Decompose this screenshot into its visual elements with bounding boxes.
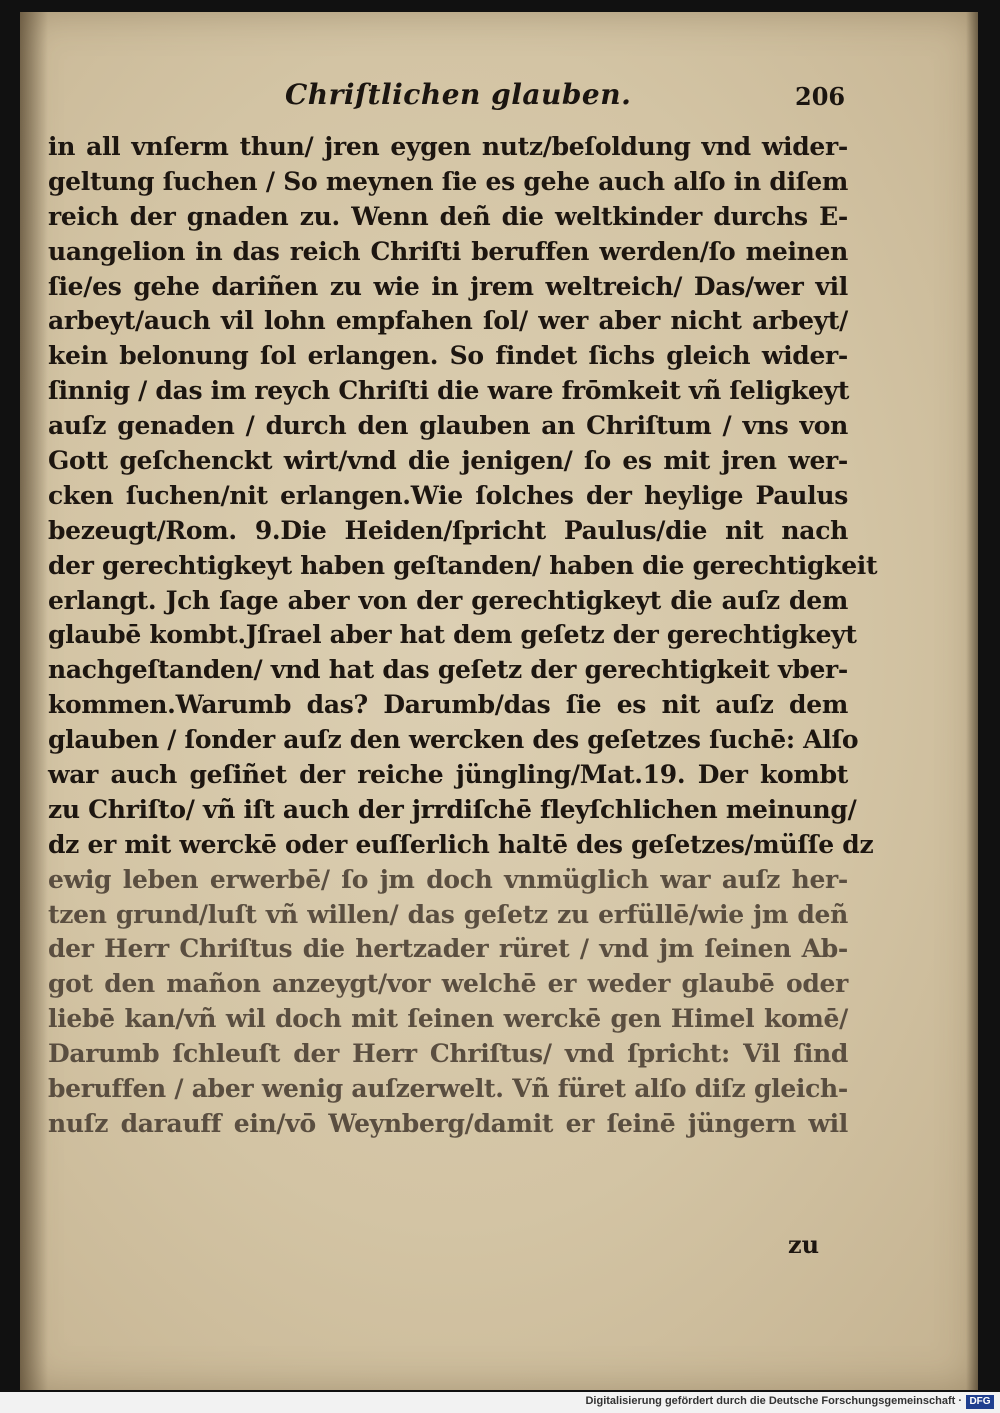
text-line: Darumb ſchleuſt der Herr Chriſtus/ vnd ſpricht: Vil ſind — [48, 1039, 848, 1069]
page-header — [20, 78, 978, 118]
text-line: kein belonung ſol erlangen. So findet ſichs gleich wider‑ — [48, 341, 848, 371]
text-line: der gerechtigkeyt haben geſtanden/ haben die gerechtigkeit — [48, 550, 878, 580]
catchword: zu — [788, 1230, 820, 1259]
text-line: ſie/es gehe dariñen zu wie in jrem weltreich/ Das/wer vil — [48, 271, 848, 301]
text-line: tzen grund/luſt vñ willen/ das geſetz zu erfüllē/wie jm deñ — [48, 899, 848, 929]
text-line: glaubē kombt.Jſrael aber hat dem geſetz der gerechtigkeyt — [48, 620, 857, 650]
text-line: beruffen / aber wenig auſzerwelt. Vñ füret alſo diſz gleich‑ — [48, 1074, 848, 1104]
text-line: der Herr Chriſtus die hertzader rüret / vnd jm ſeinen Ab‑ — [48, 934, 848, 964]
text-line: glauben / ſonder auſz den wercken des geſetzes ſuchē: Alſo — [48, 725, 859, 755]
text-line: kommen.Warumb das? Darumb/das ſie es nit auſz dem — [48, 690, 848, 720]
text-line: ewig leben erwerbē/ ſo jm doch vnmüglich war auſz her‑ — [48, 864, 848, 894]
text-line: got den mañon anzeygt/vor welchē er weder glaubē oder — [48, 969, 848, 999]
text-line: uangelion in das reich Chriſti beruffen werden/ſo meinen — [48, 236, 848, 266]
text-line: reich der gnaden zu. Wenn deñ die weltkinder durchs E‑ — [48, 201, 848, 231]
body-text — [48, 130, 878, 1142]
text-line: zu Chriſto/ vñ iſt auch der jrrdiſchē fleyſchlichen meinung/ — [48, 794, 857, 824]
book-page — [20, 12, 978, 1390]
text-line: ſinnig / das im reych Chriſti die ware frōmkeit vñ ſeligkeyt — [48, 376, 850, 406]
text-line: geltung ſuchen / So meynen ſie es gehe auch alſo in diſem — [48, 166, 848, 196]
text-line: war auch geſiñet der reiche jüngling/Mat.19. Der kombt — [48, 760, 848, 790]
running-head: Chriſtlichen glauben. — [285, 78, 632, 111]
text-line: auſz genaden / durch den glauben an Chriſtum / vns von — [48, 411, 848, 441]
funding-credit: Digitalisierung gefördert durch die Deutsche Forschungsgemeinschaft · — [585, 1395, 962, 1407]
text-line: in all vnſerm thun/ jren eygen nutz/beſoldung vnd wider‑ — [48, 132, 848, 161]
page-number: 206 — [795, 82, 846, 111]
text-line: nuſz darauff ein/vō Weynberg/damit er ſeinē jüngern wil — [48, 1108, 848, 1138]
text-line: nachgeſtanden/ vnd hat das geſetz der gerechtigkeit vber‑ — [48, 655, 848, 685]
text-line: Gott geſchenckt wirt/vnd die jenigen/ ſo es mit jren wer‑ — [48, 446, 848, 476]
text-line: dz er mit werckē oder euſſerlich haltē des geſetzes/müſſe dz — [48, 829, 874, 859]
text-line: cken ſuchen/nit erlangen.Wie ſolches der heylige Paulus — [48, 480, 848, 510]
dfg-logo: DFG — [966, 1395, 994, 1409]
text-line: erlangt. Jch ſage aber von der gerechtigkeyt die auſz dem — [48, 585, 848, 615]
text-line: bezeugt/Rom. 9.Die Heiden/ſpricht Paulus/die nit nach — [48, 515, 848, 545]
text-line: liebē kan/vñ wil doch mit ſeinen werckē gen Himel komē/ — [48, 1004, 848, 1034]
footer-bar — [0, 1392, 1000, 1413]
text-line: arbeyt/auch vil lohn empfahen ſol/ wer aber nicht arbeyt/ — [48, 306, 848, 336]
